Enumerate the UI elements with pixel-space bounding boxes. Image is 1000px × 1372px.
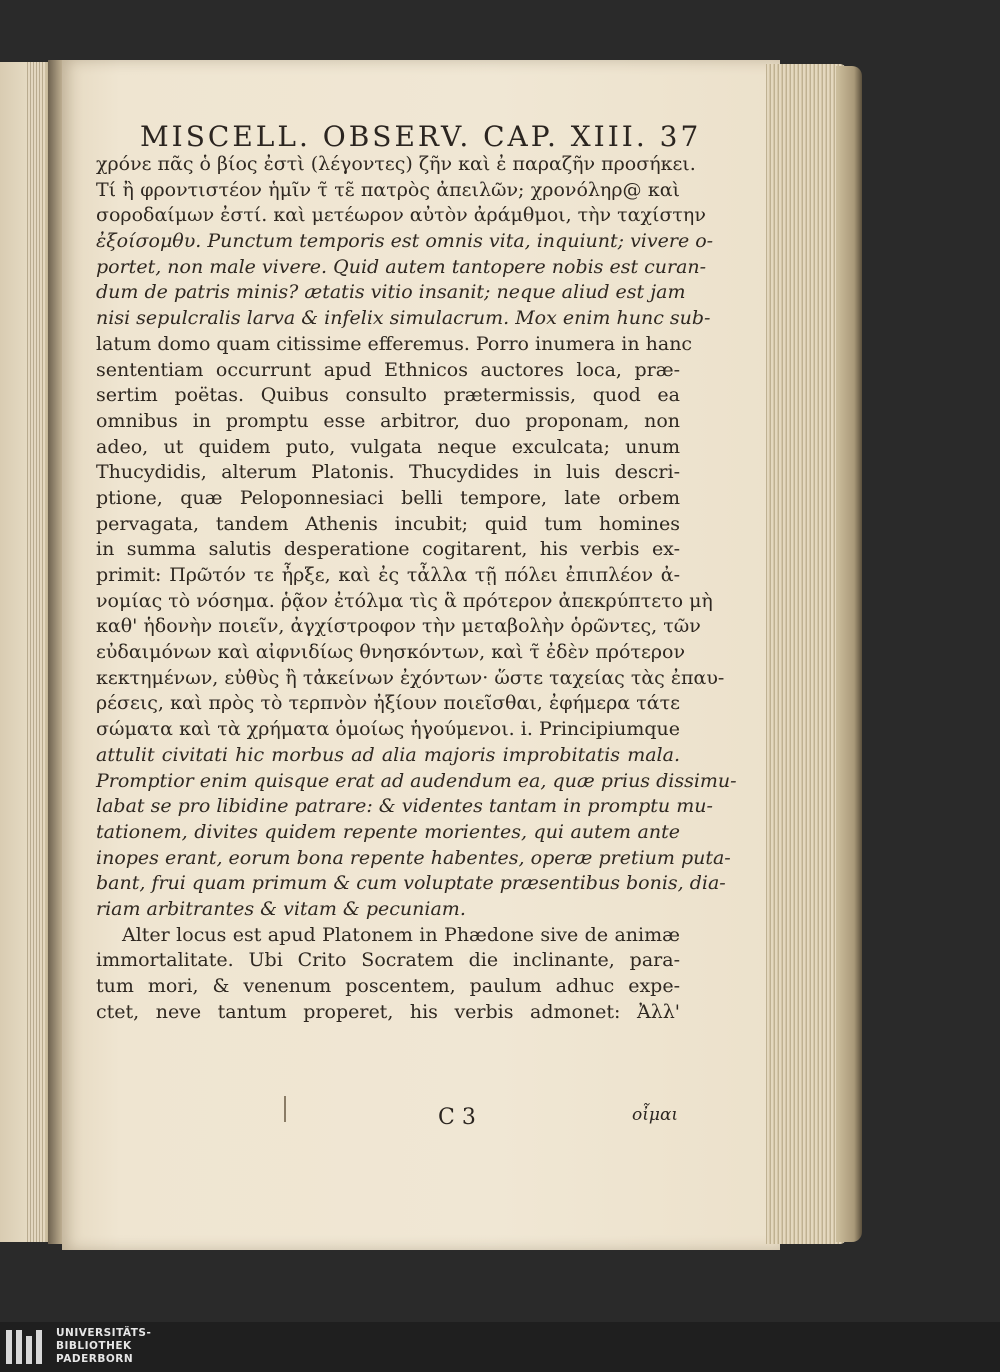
text-line: σώματα καὶ τὰ χρήματα ὁμοίως ἡγούμενοι. i. Principiumque bbox=[96, 718, 680, 741]
text-line: ctet, neve tantum properet, his verbis admonet: Ἀλλ' bbox=[96, 1000, 680, 1023]
catchword: οἶμαι bbox=[632, 1105, 679, 1125]
text-line: pervagata, tandem Athenis incubit; quid tum homines bbox=[96, 512, 680, 535]
text-line: νομίας τὸ νόσημα. ῥᾷον ἐτόλμα τὶς ἃ πρότερον ἀπεκρύπτετο μὴ bbox=[96, 589, 713, 612]
text-line: adeo, ut quidem puto, vulgata neque exculcata; unum bbox=[96, 435, 680, 458]
text-line: Τί ἢ φροντιστέον ἡμῖν τ̃ τε̃ πατρὸς ἀπειλῶν; χρονόληρ@ καὶ bbox=[96, 178, 680, 201]
left-page-edge bbox=[0, 62, 55, 1242]
text-line: nisi sepulcralis larva & infelix simulacrum. Mox enim hunc sub- bbox=[96, 307, 711, 330]
book-cover-edge bbox=[836, 66, 862, 1242]
page-mark bbox=[284, 1096, 286, 1122]
signature-mark: C 3 bbox=[438, 1105, 476, 1130]
library-name-line1: UNIVERSITÄTS- bbox=[56, 1327, 152, 1339]
text-line: inopes erant, eorum bona repente habentes, operæ pretium puta- bbox=[96, 846, 731, 869]
text-line: εὐδαιμόνων καὶ αἰφνιδίως θνησκόντων, καὶ τ̃ ἐδὲν πρότερον bbox=[96, 641, 685, 664]
text-line: latum domo quam citissime efferemus. Porro inumera in hanc bbox=[96, 332, 693, 355]
text-line: immortalitate. Ubi Crito Socratem die inclinante, para- bbox=[96, 949, 680, 972]
library-name-line3: PADERBORN bbox=[56, 1353, 134, 1365]
text-line: dum de patris minis? ætatis vitio insanit; neque aliud est jam bbox=[96, 281, 686, 304]
text-line: ἐξοίσομθυ. Punctum temporis est omnis vita, inquiunt; vivere o- bbox=[96, 230, 714, 253]
text-line: Alter locus est apud Platonem in Phædone sive de animæ bbox=[122, 923, 680, 946]
text-line: σοροδαίμων ἐστί. καὶ μετέωρον αὐτὸν ἀράμθμοι, τὴν ταχίστην bbox=[96, 204, 706, 227]
body-text bbox=[96, 152, 737, 1025]
text-line: Promptior enim quisque erat ad audendum ea, quæ prius dissimu- bbox=[96, 769, 737, 792]
text-line: omnibus in promptu esse arbitror, duo proponam, non bbox=[96, 409, 680, 432]
text-line: κεκτημένων, εὐθὺς ἢ τἀκείνων ἐχόντων· ὥστε ταχείας τὰς ἐπαυ- bbox=[96, 666, 725, 689]
text-line: ptione, quæ Peloponnesiaci belli tempore, late orbem bbox=[96, 486, 680, 509]
text-line: in summa salutis desperatione cogitarent, his verbis ex- bbox=[96, 538, 680, 561]
text-line: attulit civitati hic morbus ad alia majoris improbitatis mala. bbox=[96, 743, 680, 766]
page-fore-edge bbox=[766, 64, 846, 1244]
text-line: labat se pro libidine patrare: & videntes tantam in promptu mu- bbox=[96, 795, 713, 818]
library-name-line2: BIBLIOTHEK bbox=[56, 1340, 132, 1352]
library-name bbox=[56, 1327, 151, 1366]
text-line: tum mori, & venenum poscentem, paulum adhuc expe- bbox=[96, 975, 680, 997]
text-line: portet, non male vivere. Quid autem tantopere nobis est curan- bbox=[96, 255, 707, 278]
text-line: καθ' ἡδονὴν ποιεῖν, ἀγχίστροφον τὴν μεταβολὴν ὁρῶντες, τῶν bbox=[96, 615, 701, 638]
running-header: MISCELL. OBSERV. CAP. XIII. 37 bbox=[140, 120, 702, 153]
text-line: sententiam occurrunt apud Ethnicos auctores loca, præ- bbox=[96, 358, 680, 381]
library-logo-icon bbox=[4, 1326, 50, 1368]
text-line: riam arbitrantes & vitam & pecuniam. bbox=[96, 897, 466, 920]
text-line: primit: Πρῶτόν τε ἦρξε, καὶ ἐς τἆλλα τῇ πόλει ἐπιπλέον ἀ- bbox=[96, 564, 680, 586]
text-line: χρόνε πᾶς ὁ βίος ἐστὶ (λέγοντες) ζῆν καὶ ἐ παραζῆν προσήκει. bbox=[96, 153, 696, 175]
text-line: sertim poëtas. Quibus consulto prætermissis, quod ea bbox=[96, 384, 680, 407]
text-line: ρέσεις, καὶ πρὸς τὸ τερπνὸν ἠξίουν ποιεῖσθαι, ἐφήμερα τάτε bbox=[96, 692, 680, 715]
text-line: Thucydidis, alterum Platonis. Thucydides in luis descri- bbox=[96, 461, 680, 484]
text-line: tationem, divites quidem repente morientes, qui autem ante bbox=[96, 820, 680, 843]
text-line: bant, frui quam primum & cum voluptate præsentibus bonis, dia- bbox=[96, 872, 726, 895]
